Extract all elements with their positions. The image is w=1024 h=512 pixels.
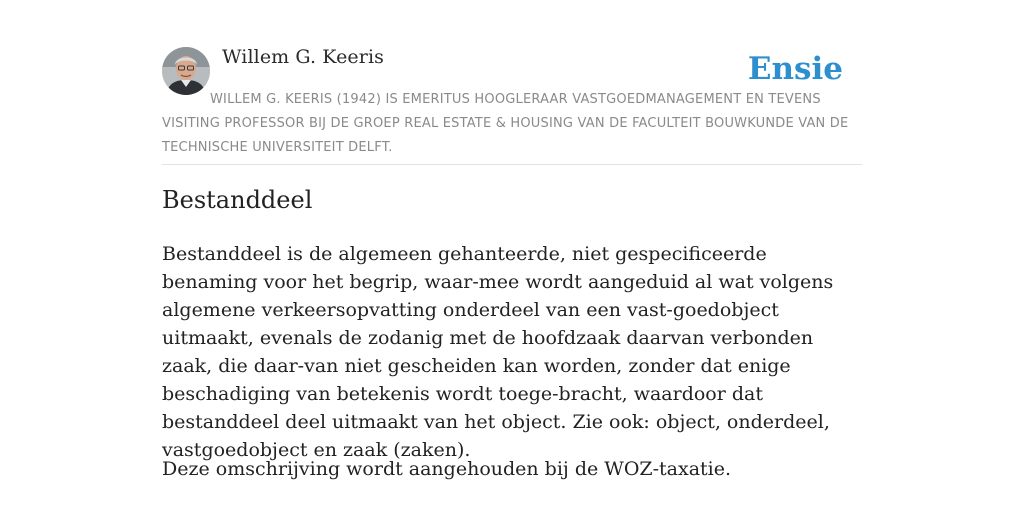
entry-paragraph: Bestanddeel is de algemeen gehanteerde, niet gespecificeerde benaming voor het begrip, waar-mee wordt aangeduid al wat volgens algemene verkeersopvatting onderdeel van een vast-goedobject uitmaakt, evenals de zodanig met de hoofdzaak daarvan verbonden zaak, die daar-van niet gescheiden kan worden, zonder dat enige beschadiging van betekenis wordt toege-bracht, waardoor dat bestanddeel deel uitmaakt van het object. Zie ook: object, onderdeel, vastgoedobject en zaak (zaken). [162, 243, 834, 461]
author-header [162, 0, 862, 165]
author-name[interactable]: Willem G. Keeris [222, 46, 384, 68]
brand-logo[interactable]: Ensie [747, 51, 843, 87]
author-bio: WILLEM G. KEERIS (1942) IS EMERITUS HOOGLERAAR VASTGOEDMANAGEMENT EN TEVENS VISITING PROFESSOR BIJ DE GROEP REAL ESTATE & HOUSING VAN DE FACULTEIT BOUWKUNDE VAN DE TECHNISCHE UNIVERSITEIT DELFT. [162, 92, 849, 155]
page [162, 0, 862, 480]
entry-paragraph: Deze omschrijving wordt aangehouden bij de WOZ-taxatie. [162, 458, 732, 480]
entry-title: Bestanddeel [162, 186, 313, 214]
